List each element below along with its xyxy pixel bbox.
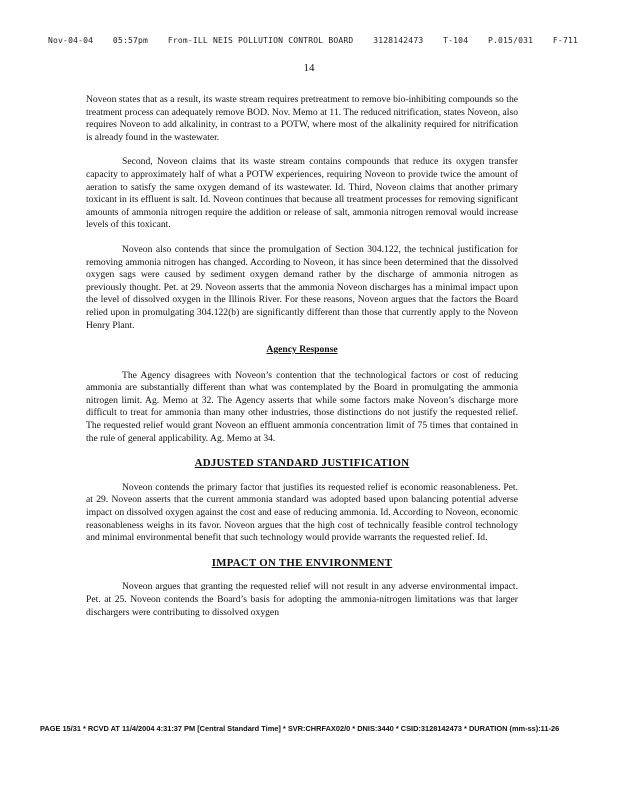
paragraph-5: Noveon contends the primary factor that justifies its requested relief is economic reasonableness. Pet. at 29. Noveon asserts that the current ammonia standard was adopted based upon balancing potential adverse impact on dissolved oxygen against the cost and ease of reducing ammonia. Id. According to Noveon, economic reasonableness weighs in its favor. Noveon argues that the high cost of technically feasible control technology and minimal environmental benefit that such technology would provide warrants the requested relief. Id. (86, 481, 518, 544)
agency-response-heading: Agency Response (266, 344, 338, 356)
fax-header (48, 36, 578, 45)
impact-environment-heading: IMPACT ON THE ENVIRONMENT (211, 556, 393, 569)
fax-page: P.015/031 (487, 36, 534, 45)
fax-time: 05:57pm (112, 36, 149, 45)
paragraph-6: Noveon argues that granting the requested relief will not result in any adverse environmental impact. Pet. at 25. Noveon contends the Board’s basis for adopting the ammonia-nitrogen limitations was that larger dischargers were contributing to dissolved oxygen (86, 581, 518, 618)
fax-footer: PAGE 15/31 * RCVD AT 11/4/2004 4:31:37 PM [Central Standard Time] * SVR:CHRFAX02/0 * DNIS:3440 * CSID:3128142473 * DURATION (mm-ss):11-26 (40, 724, 560, 733)
fax-phone: 3128142473 (373, 36, 424, 45)
paragraph-2: Second, Noveon claims that its waste stream contains compounds that reduce its oxygen transfer capacity to approximately half of what a POTW experiences, requiring Noveon to provide twice the amount of aeration to satisfy the same oxygen demand of its wastewater. Id. Third, Noveon claims that another primary toxicant in its effluent is salt. Id. Noveon continues that because all treatment processes for removing significant amounts of ammonia nitrogen require the addition or release of salt, ammonia nitrogen removal would increase levels of this toxicant. (86, 156, 518, 231)
adjusted-standard-heading: ADJUSTED STANDARD JUSTIFICATION (194, 457, 410, 470)
page-number: 14 (303, 62, 315, 74)
fax-f-number: F-711 (552, 36, 578, 45)
fax-date: Nov-04-04 (48, 36, 94, 45)
fax-from: From-ILL NEIS POLLUTION CONTROL BOARD (167, 36, 354, 45)
paragraph-1: Noveon states that as a result, its waste stream requires pretreatment to remove bio-inhibiting compounds so the treatment process can adequately remove BOD. Nov. Memo at 11. The reduced nitrification, states Noveon, also requires Noveon to add alkalinity, in contrast to a POTW, where most of the alkalinity required for nitrification is already found in the wastewater. (86, 94, 518, 143)
paragraph-3: Noveon also contends that since the promulgation of Section 304.122, the technical justification for removing ammonia nitrogen has changed. According to Noveon, it has since been determined that the dissolved oxygen sags were caused by sediment oxygen demand rather by the discharge of ammonia nitrogen as previously thought. Pet. at 29. Noveon asserts that the ammonia Noveon discharges has a minimal impact upon the level of dissolved oxygen in the Illinois River. For these reasons, Noveon argues that the factors the Board relied upon in promulgating 304.122(b) are significantly different than those that currently apply to the Noveon Henry Plant. (86, 243, 518, 331)
document-body (86, 94, 518, 631)
fax-t-number: T-104 (443, 36, 469, 45)
paragraph-4: The Agency disagrees with Noveon’s contention that the technological factors or cost of reducing ammonia are substantially different than what was contemplated by the Board in promulgating the ammonia nitrogen limit. Ag. Memo at 32. The Agency asserts that while some factors make Noveon’s discharge more difficult to treat for ammonia than many other industries, those distinctions do not justify the requested relief. The requested relief would grant Noveon an effluent ammonia concentration limit of 75 times that contained in the rule of general applicability. Ag. Memo at 34. (86, 369, 518, 444)
